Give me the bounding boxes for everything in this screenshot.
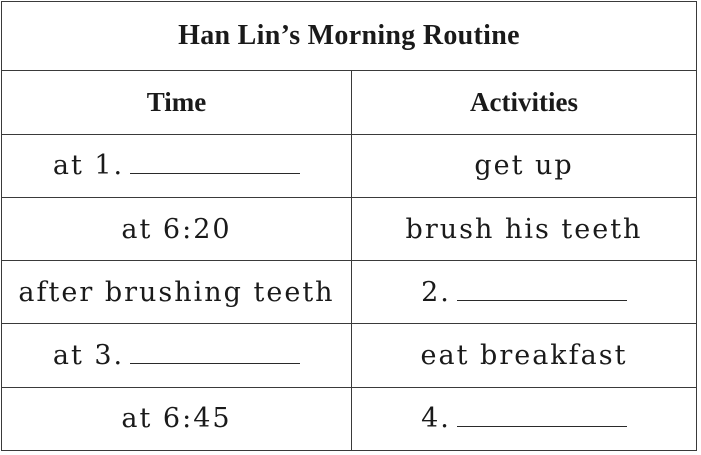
table-row [2,387,697,450]
activity-cell [352,134,697,197]
time-cell [2,324,352,387]
fill-in-blank-3 [130,341,300,364]
time-cell [2,261,352,324]
fill-in-blank-4 [457,404,627,427]
fill-in-blank-2 [457,278,627,301]
table-row [2,261,697,324]
activity-text: get up [474,150,574,182]
column-header-activities: Activities [352,71,697,134]
activity-cell [352,197,697,260]
activity-text: brush his teeth [405,213,643,245]
time-text: after brushing teeth [18,276,335,308]
header-row [2,71,697,134]
time-text: at 3. [52,340,125,372]
table-title: Han Lin’s Morning Routine [2,2,697,71]
time-cell [2,197,352,260]
time-cell [2,134,352,197]
activity-text: 2. [421,276,451,308]
column-header-time: Time [2,71,352,134]
activity-cell [352,387,697,450]
time-text: at 1. [52,150,125,182]
time-text: at 6:45 [121,403,232,435]
table-row [2,324,697,387]
table-row [2,197,697,260]
table-row [2,134,697,197]
activity-text: 4. [421,403,451,435]
time-cell [2,387,352,450]
morning-routine-table [1,1,697,451]
activity-text: eat breakfast [420,340,628,372]
activity-cell [352,261,697,324]
title-row [2,2,697,71]
time-text: at 6:20 [121,213,232,245]
activity-cell [352,324,697,387]
fill-in-blank-1 [130,151,300,174]
